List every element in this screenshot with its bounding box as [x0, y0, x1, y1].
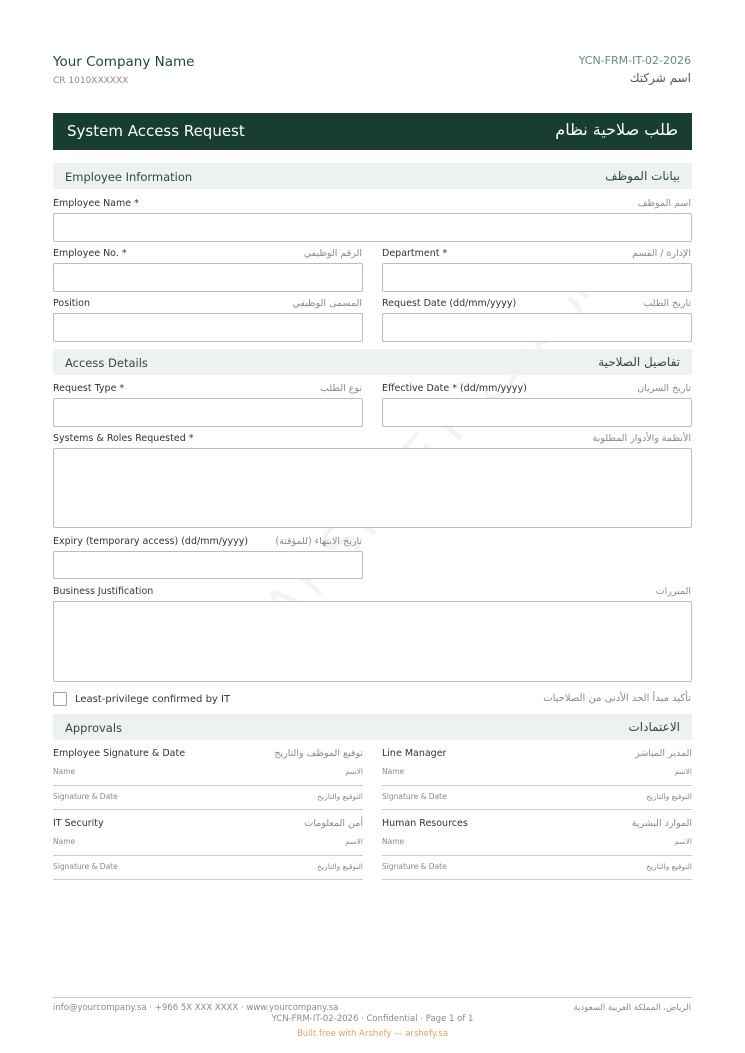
- name-label-ar: الاسم: [674, 837, 692, 846]
- name-line[interactable]: [53, 855, 363, 856]
- approval-block-it-security: [53, 818, 363, 878]
- section-access-details: [53, 349, 692, 375]
- signature-label-ar: التوقيع والتاريخ: [646, 862, 692, 871]
- signature-label: Signature & Date: [53, 862, 118, 871]
- expiry-label: Expiry (temporary access) (dd/mm/yyyy): [53, 536, 249, 547]
- name-label-ar: الاسم: [674, 767, 692, 776]
- form-title-ar: طلب صلاحية نظام: [555, 120, 678, 139]
- name-label-ar: الاسم: [345, 767, 363, 776]
- employee-no-label-ar: الرقم الوظيفي: [303, 248, 362, 259]
- document-code: YCN-FRM-IT-02-2026: [578, 54, 691, 67]
- section-employee-information: [53, 163, 692, 189]
- expiry-label-ar: تاريخ الانتهاء (للمؤقتة): [275, 536, 362, 547]
- approval-title: Employee Signature & Date: [53, 748, 186, 759]
- section-title: Access Details: [65, 356, 148, 370]
- name-line[interactable]: [382, 855, 692, 856]
- request-date-label: Request Date (dd/mm/yyyy): [382, 298, 517, 309]
- footer-built-link[interactable]: Built free with Arshefy — arshefy.sa: [296, 1029, 449, 1039]
- justification-label: Business Justification: [53, 586, 154, 597]
- name-label: Name: [53, 837, 76, 846]
- least-privilege-checkbox[interactable]: [53, 692, 67, 706]
- approval-title: IT Security: [53, 818, 104, 829]
- section-title-ar: تفاصيل الصلاحية: [598, 355, 680, 369]
- approval-title-ar: أمن المعلومات: [304, 818, 363, 829]
- footer-divider: [53, 997, 692, 998]
- signature-label-ar: التوقيع والتاريخ: [317, 862, 363, 871]
- systems-roles-textarea[interactable]: [53, 448, 692, 528]
- section-title-ar: بيانات الموظف: [605, 169, 680, 183]
- justification-label-ar: المبررات: [655, 586, 691, 597]
- signature-line[interactable]: [53, 879, 363, 880]
- form-title: System Access Request: [67, 122, 245, 140]
- signature-label: Signature & Date: [382, 862, 447, 871]
- name-label: Name: [382, 837, 405, 846]
- company-name-ar: اسم شركتك: [629, 71, 691, 85]
- justification-textarea[interactable]: [53, 601, 692, 682]
- effective-date-label-ar: تاريخ السريان: [637, 383, 691, 394]
- section-title-ar: الاعتمادات: [628, 720, 680, 734]
- approval-title-ar: توقيع الموظف والتاريخ: [274, 748, 363, 759]
- department-label-ar: الإدارة / القسم: [632, 248, 691, 259]
- signature-line[interactable]: [382, 809, 692, 810]
- systems-roles-label: Systems & Roles Requested *: [53, 433, 194, 444]
- name-label: Name: [53, 767, 76, 776]
- request-type-label: Request Type *: [53, 383, 125, 394]
- department-input[interactable]: [382, 263, 692, 292]
- footer-contact: info@yourcompany.sa · +966 5X XXX XXXX · www.yourcompany.sa: [53, 1003, 339, 1013]
- effective-date-input[interactable]: [382, 398, 692, 427]
- request-date-label-ar: تاريخ الطلب: [643, 298, 691, 309]
- approval-block-human-resources: [382, 818, 692, 878]
- employee-no-label: Employee No. *: [53, 248, 127, 259]
- name-line[interactable]: [382, 785, 692, 786]
- department-label: Department *: [382, 248, 448, 259]
- position-label: Position: [53, 298, 90, 309]
- approval-title: Line Manager: [382, 748, 447, 759]
- approval-block-employee: [53, 748, 363, 808]
- name-label: Name: [382, 767, 405, 776]
- name-label-ar: الاسم: [345, 837, 363, 846]
- approval-block-line-manager: [382, 748, 692, 808]
- approval-title-ar: المدير المباشر: [635, 748, 692, 759]
- signature-line[interactable]: [53, 809, 363, 810]
- employee-name-label-ar: اسم الموظف: [637, 198, 691, 209]
- employee-name-label: Employee Name *: [53, 198, 139, 209]
- approval-title: Human Resources: [382, 818, 468, 829]
- expiry-input[interactable]: [53, 551, 363, 579]
- position-input[interactable]: [53, 313, 363, 342]
- company-name: Your Company Name: [53, 54, 195, 70]
- name-line[interactable]: [53, 785, 363, 786]
- company-cr: CR 1010XXXXXX: [53, 76, 129, 86]
- section-title: Approvals: [65, 721, 123, 735]
- signature-label: Signature & Date: [53, 792, 118, 801]
- title-bar: [53, 113, 692, 150]
- section-approvals: [53, 714, 692, 740]
- request-date-input[interactable]: [382, 313, 692, 342]
- footer-document-line: YCN-FRM-IT-02-2026 · Confidential · Page 1 of 1: [271, 1014, 474, 1024]
- signature-label-ar: التوقيع والتاريخ: [317, 792, 363, 801]
- footer-address-ar: الرياض، المملكة العربية السعودية: [573, 1003, 691, 1013]
- employee-no-input[interactable]: [53, 263, 363, 292]
- least-privilege-label: Least-privilege confirmed by IT: [75, 694, 231, 705]
- signature-label-ar: التوقيع والتاريخ: [646, 792, 692, 801]
- signature-line[interactable]: [382, 879, 692, 880]
- employee-name-input[interactable]: [53, 213, 692, 242]
- position-label-ar: المسمى الوظيفي: [292, 298, 362, 309]
- request-type-input[interactable]: [53, 398, 363, 427]
- least-privilege-label-ar: تأكيد مبدأ الحد الأدنى من الصلاحيات: [543, 693, 691, 704]
- approval-title-ar: الموارد البشرية: [631, 818, 692, 829]
- effective-date-label: Effective Date * (dd/mm/yyyy): [382, 383, 527, 394]
- request-type-label-ar: نوع الطلب: [319, 383, 362, 394]
- systems-roles-label-ar: الأنظمة والأدوار المطلوبة: [592, 433, 691, 444]
- signature-label: Signature & Date: [382, 792, 447, 801]
- section-title: Employee Information: [65, 170, 193, 184]
